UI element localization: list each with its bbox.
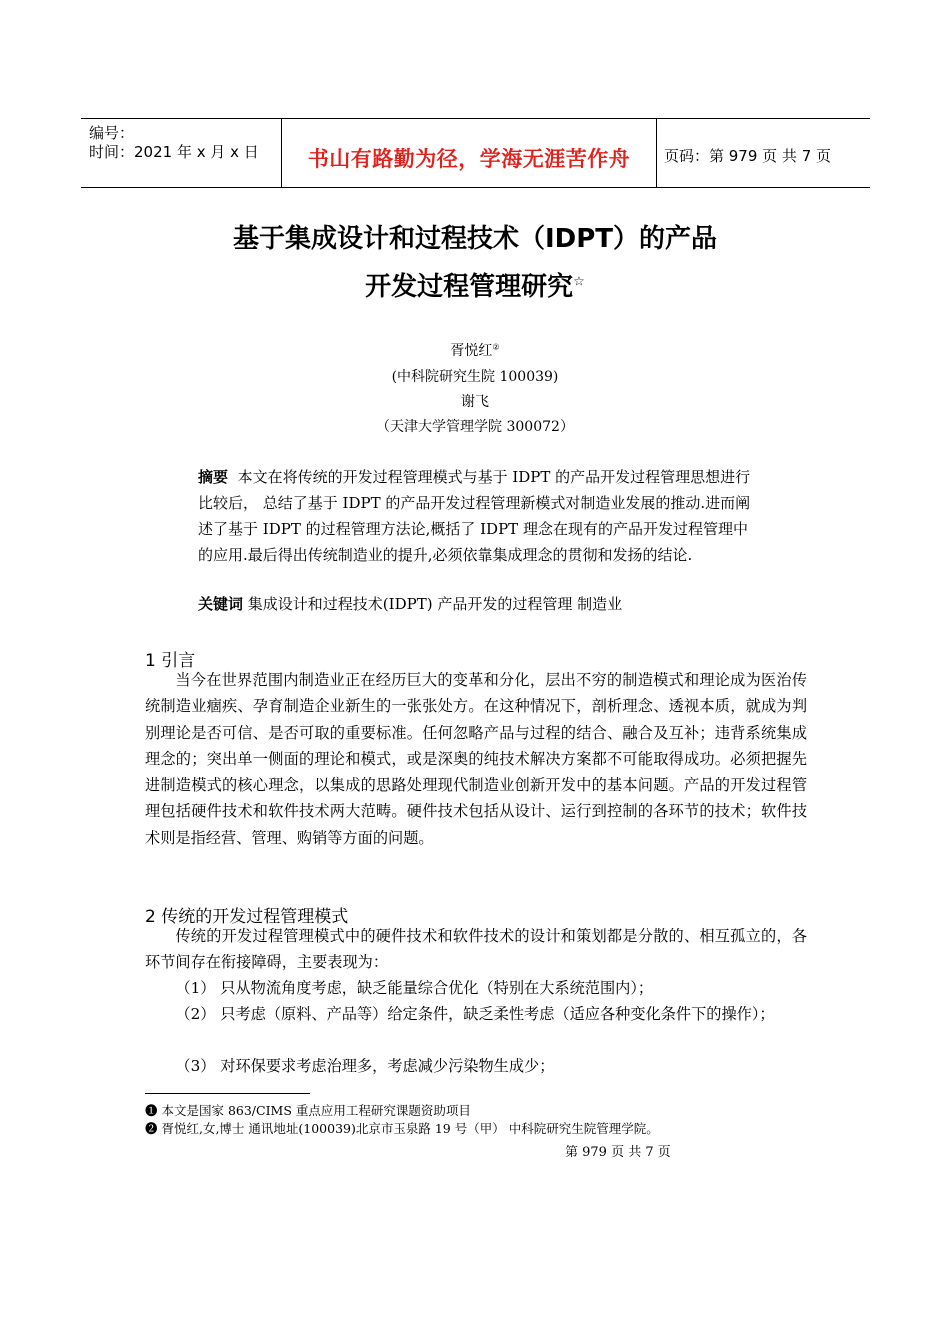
- header-meta-cell: [81, 119, 281, 187]
- paper-title-line2-text: 开发过程管理研究: [365, 272, 574, 302]
- section-2-heading: 2 传统的开发过程管理模式: [145, 907, 349, 927]
- author-1-mark: ②: [492, 342, 500, 352]
- footnote-1: ❶ 本文是国家 863/CIMS 重点应用工程研究课题资助项目: [145, 1103, 471, 1118]
- author-1: [0, 340, 950, 360]
- title-star-mark: ☆: [573, 274, 585, 290]
- header-page-cell: [656, 119, 870, 187]
- time-label: 时间：2021 年 x 月 x 日: [89, 143, 259, 161]
- abstract-text: 本文在将传统的开发过程管理模式与基于 IDPT 的产品开发过程管理思想进行比较后， 总结了基于 IDPT 的产品开发过程管理新模式对制造业发展的推动.进而阐述了基于 IDPT 的过程管理方法论,概括了 IDPT 理念在现有的产品开发过程管理中的应用.最后得出传统制造业的提升,必须依靠集成理念的贯彻和发扬的结论.: [198, 468, 751, 564]
- author-1-affiliation: (中科院研究生院 100039): [391, 369, 559, 385]
- section-1-paragraph: 当今在世界范围内制造业正在经历巨大的变革和分化，层出不穷的制造模式和理论成为医治传统制造业痼疾、孕育制造企业新生的一张张处方。在这种情况下，剖析理念、透视本质，就成为判别理论是否可信、是否可取的重要标准。任何忽略产品与过程的结合、融合及互补；违背系统集成理念的；突出单一侧面的理论和模式，或是深奥的纯技术解决方案都不可能取得成功。必须把握先进制造模式的核心理念，以集成的思路处理现代制造业创新开发中的基本问题。产品的开发过程管理包括硬件技术和软件技术两大范畴。硬件技术包括从设计、运行到控制的各环节的技术；软件技术则是指经营、管理、购销等方面的问题。: [145, 671, 807, 847]
- header-motto-cell: [281, 119, 657, 187]
- abstract-label: 摘要: [198, 468, 229, 486]
- footnote-2: ❷ 胥悦红,女,博士 通讯地址(100039)北京市玉泉路 19 号（甲） 中科院研究生院管理学院。: [145, 1121, 659, 1136]
- header-table: [81, 118, 870, 188]
- motto: 书山有路勤为径，学海无涯苦作舟: [307, 147, 631, 171]
- author-2-name: 谢飞: [461, 394, 489, 410]
- keywords-text: 集成设计和过程技术(IDPT) 产品开发的过程管理 制造业: [247, 595, 623, 613]
- keywords-label: 关键词: [198, 595, 244, 613]
- author-1-name: 胥悦红: [450, 343, 493, 359]
- serial-label: 编号：: [89, 124, 135, 142]
- section-2-item-1: （1） 只从物流角度考虑，缺乏能量综合优化（特别在大系统范围内）；: [175, 979, 654, 997]
- page-info: 页码：第 979 页 共 7 页: [664, 147, 832, 165]
- section-1-heading: 1 引言: [145, 651, 196, 671]
- section-2-item-2: （2） 只考虑（原料、产品等）给定条件，缺乏柔性考虑（适应各种变化条件下的操作）；: [175, 1005, 775, 1023]
- section-2-item-3: （3） 对环保要求考虑治理多，考虑减少污染物生成少；: [175, 1057, 555, 1075]
- section-2-intro: 传统的开发过程管理模式中的硬件技术和软件技术的设计和策划都是分散的、相互孤立的，各环节间存在衔接障碍，主要表现为：: [145, 927, 807, 972]
- paper-title-line1: 基于集成设计和过程技术（IDPT）的产品: [232, 224, 718, 254]
- author-2-affiliation: （天津大学管理学院 300072）: [376, 419, 574, 435]
- abstract: [198, 464, 754, 568]
- keywords: [198, 593, 622, 614]
- footnote-divider: [145, 1093, 310, 1094]
- paper-title-line2: [0, 266, 950, 303]
- page-footer: 第 979 页 共 7 页: [565, 1145, 671, 1160]
